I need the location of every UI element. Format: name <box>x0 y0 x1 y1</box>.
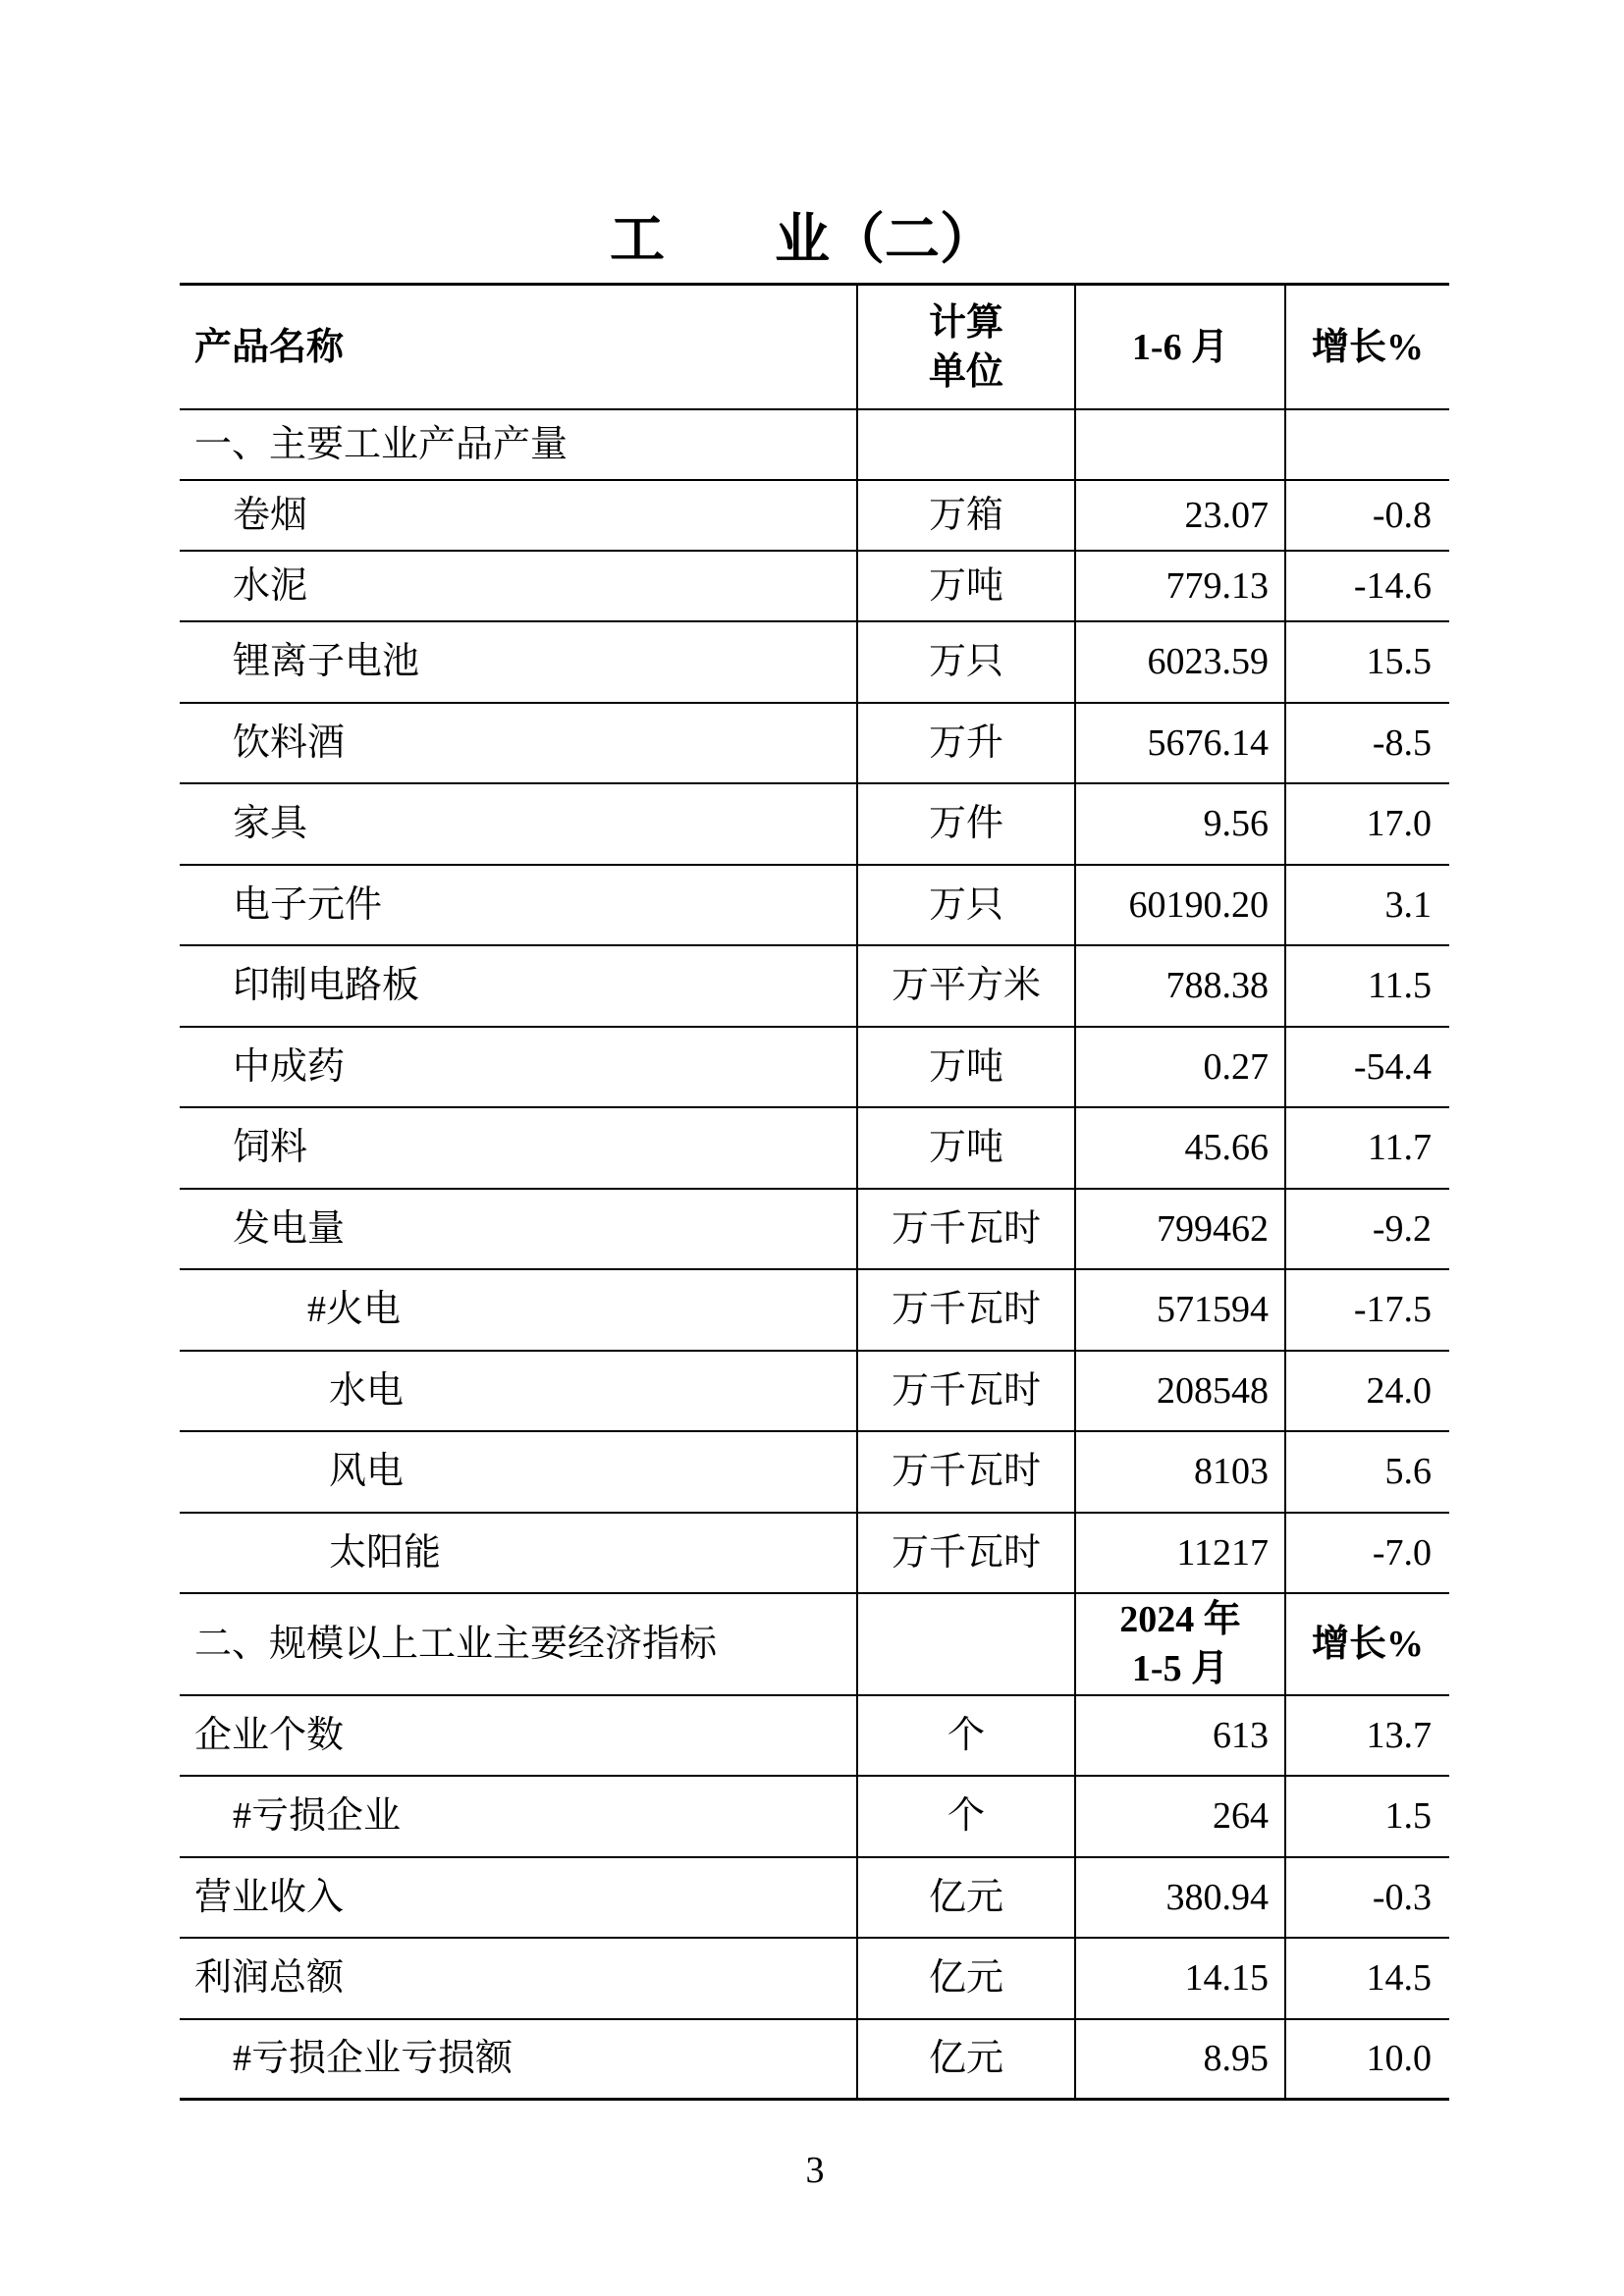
table-row <box>180 1777 1449 1858</box>
unit-cell: 万升 <box>856 704 1074 783</box>
product-name: 电子元件 <box>233 883 383 926</box>
table-row <box>180 1696 1449 1778</box>
product-name: 风电 <box>329 1451 405 1493</box>
indicator-name: 企业个数 <box>194 1714 345 1756</box>
unit-cell: 万只 <box>856 622 1074 702</box>
empty-cell <box>1284 410 1449 479</box>
product-name: 卷烟 <box>233 495 308 536</box>
value-cell: 613 <box>1074 1696 1284 1776</box>
table-row <box>180 1028 1449 1109</box>
value-cell: 788.38 <box>1074 946 1284 1026</box>
unit-cell: 亿元 <box>856 2020 1074 2099</box>
header-product-name: 产品名称 <box>194 326 345 368</box>
value-cell: 8.95 <box>1074 2020 1284 2099</box>
table-row <box>180 1270 1449 1352</box>
growth-cell: 1.5 <box>1284 1777 1449 1856</box>
section2-period-line2: 1-5 月 <box>1131 1647 1229 1689</box>
unit-cell: 万吨 <box>856 552 1074 620</box>
unit-cell: 亿元 <box>856 1939 1074 2018</box>
unit-cell: 万件 <box>856 784 1074 864</box>
table-row <box>180 866 1449 947</box>
value-cell: 8103 <box>1074 1432 1284 1512</box>
unit-cell: 万千瓦时 <box>856 1270 1074 1350</box>
product-name: #火电 <box>307 1289 402 1331</box>
value-cell: 380.94 <box>1074 1858 1284 1938</box>
table-row <box>180 1514 1449 1595</box>
table-row <box>180 552 1449 622</box>
unit-cell: 个 <box>856 1777 1074 1856</box>
product-name: 太阳能 <box>329 1531 442 1574</box>
table-row <box>180 704 1449 785</box>
product-name: 印制电路板 <box>233 965 420 1007</box>
growth-cell: 15.5 <box>1284 622 1449 702</box>
growth-cell: 17.0 <box>1284 784 1449 864</box>
unit-cell: 亿元 <box>856 1858 1074 1938</box>
value-cell: 14.15 <box>1074 1939 1284 2018</box>
unit-cell: 万千瓦时 <box>856 1190 1074 1269</box>
unit-cell: 万平方米 <box>856 946 1074 1026</box>
table-header-row <box>180 286 1449 410</box>
growth-cell: -0.3 <box>1284 1858 1449 1938</box>
unit-cell: 万只 <box>856 866 1074 945</box>
value-cell: 779.13 <box>1074 552 1284 620</box>
header-unit-line2: 单位 <box>928 350 1003 393</box>
table-row <box>180 1352 1449 1433</box>
value-cell: 799462 <box>1074 1190 1284 1269</box>
section2-title: 二、规模以上工业主要经济指标 <box>194 1623 718 1665</box>
unit-cell: 个 <box>856 1696 1074 1776</box>
growth-cell: -54.4 <box>1284 1028 1449 1107</box>
unit-cell: 万千瓦时 <box>856 1352 1074 1431</box>
section1-title: 一、主要工业产品产量 <box>194 424 568 465</box>
empty-cell <box>856 1594 1074 1694</box>
growth-cell: 10.0 <box>1284 2020 1449 2099</box>
table-row <box>180 946 1449 1028</box>
value-cell: 60190.20 <box>1074 866 1284 945</box>
product-name: 水电 <box>329 1369 405 1412</box>
table-row <box>180 622 1449 704</box>
empty-cell <box>1074 410 1284 479</box>
section-title-row <box>180 410 1449 481</box>
growth-cell: -17.5 <box>1284 1270 1449 1350</box>
product-name: 锂离子电池 <box>233 641 420 683</box>
product-name: 家具 <box>233 803 308 845</box>
table-row <box>180 784 1449 866</box>
table-row <box>180 481 1449 552</box>
product-name: 饲料 <box>233 1127 308 1169</box>
industry-statistics-table <box>180 283 1449 2101</box>
empty-cell <box>856 410 1074 479</box>
growth-cell: 3.1 <box>1284 866 1449 945</box>
value-cell: 45.66 <box>1074 1108 1284 1188</box>
unit-cell: 万箱 <box>856 481 1074 550</box>
unit-cell: 万吨 <box>856 1108 1074 1188</box>
value-cell: 571594 <box>1074 1270 1284 1350</box>
product-name: 中成药 <box>233 1045 346 1088</box>
growth-cell: 11.7 <box>1284 1108 1449 1188</box>
growth-cell: -7.0 <box>1284 1514 1449 1593</box>
value-cell: 264 <box>1074 1777 1284 1856</box>
table-row <box>180 1432 1449 1514</box>
table-row <box>180 2020 1449 2102</box>
table-row <box>180 1939 1449 2020</box>
value-cell: 208548 <box>1074 1352 1284 1431</box>
value-cell: 0.27 <box>1074 1028 1284 1107</box>
unit-cell: 万吨 <box>856 1028 1074 1107</box>
growth-cell: 24.0 <box>1284 1352 1449 1431</box>
growth-cell: -0.8 <box>1284 481 1449 550</box>
header-unit-line1: 计算 <box>928 301 1003 344</box>
unit-cell: 万千瓦时 <box>856 1514 1074 1593</box>
growth-cell: 5.6 <box>1284 1432 1449 1512</box>
growth-cell: -9.2 <box>1284 1190 1449 1269</box>
value-cell: 9.56 <box>1074 784 1284 864</box>
header-growth: 增长% <box>1284 286 1449 408</box>
indicator-name: 利润总额 <box>194 1957 345 2000</box>
table-row <box>180 1190 1449 1271</box>
growth-cell: -14.6 <box>1284 552 1449 620</box>
page-number: 3 <box>805 2150 825 2191</box>
section-title-row <box>180 1594 1449 1696</box>
indicator-name: #亏损企业亏损额 <box>233 2038 514 2080</box>
value-cell: 11217 <box>1074 1514 1284 1593</box>
indicator-name: #亏损企业 <box>233 1795 402 1838</box>
unit-cell: 万千瓦时 <box>856 1432 1074 1512</box>
value-cell: 6023.59 <box>1074 622 1284 702</box>
section2-growth-header: 增长% <box>1284 1594 1449 1694</box>
growth-cell: -8.5 <box>1284 704 1449 783</box>
growth-cell: 11.5 <box>1284 946 1449 1026</box>
table-row <box>180 1858 1449 1940</box>
product-name: 水泥 <box>233 565 308 607</box>
table-row <box>180 1108 1449 1190</box>
product-name: 发电量 <box>233 1207 346 1250</box>
product-name: 饮料酒 <box>233 721 346 764</box>
growth-cell: 14.5 <box>1284 1939 1449 2018</box>
page-title: 工 业（二） <box>610 208 995 272</box>
growth-cell: 13.7 <box>1284 1696 1449 1776</box>
indicator-name: 营业收入 <box>194 1876 345 1918</box>
header-period: 1-6 月 <box>1074 286 1284 408</box>
value-cell: 23.07 <box>1074 481 1284 550</box>
value-cell: 5676.14 <box>1074 704 1284 783</box>
section2-period-line1: 2024 年 <box>1119 1598 1241 1640</box>
section2-period <box>1074 1594 1284 1694</box>
header-unit <box>856 286 1074 408</box>
